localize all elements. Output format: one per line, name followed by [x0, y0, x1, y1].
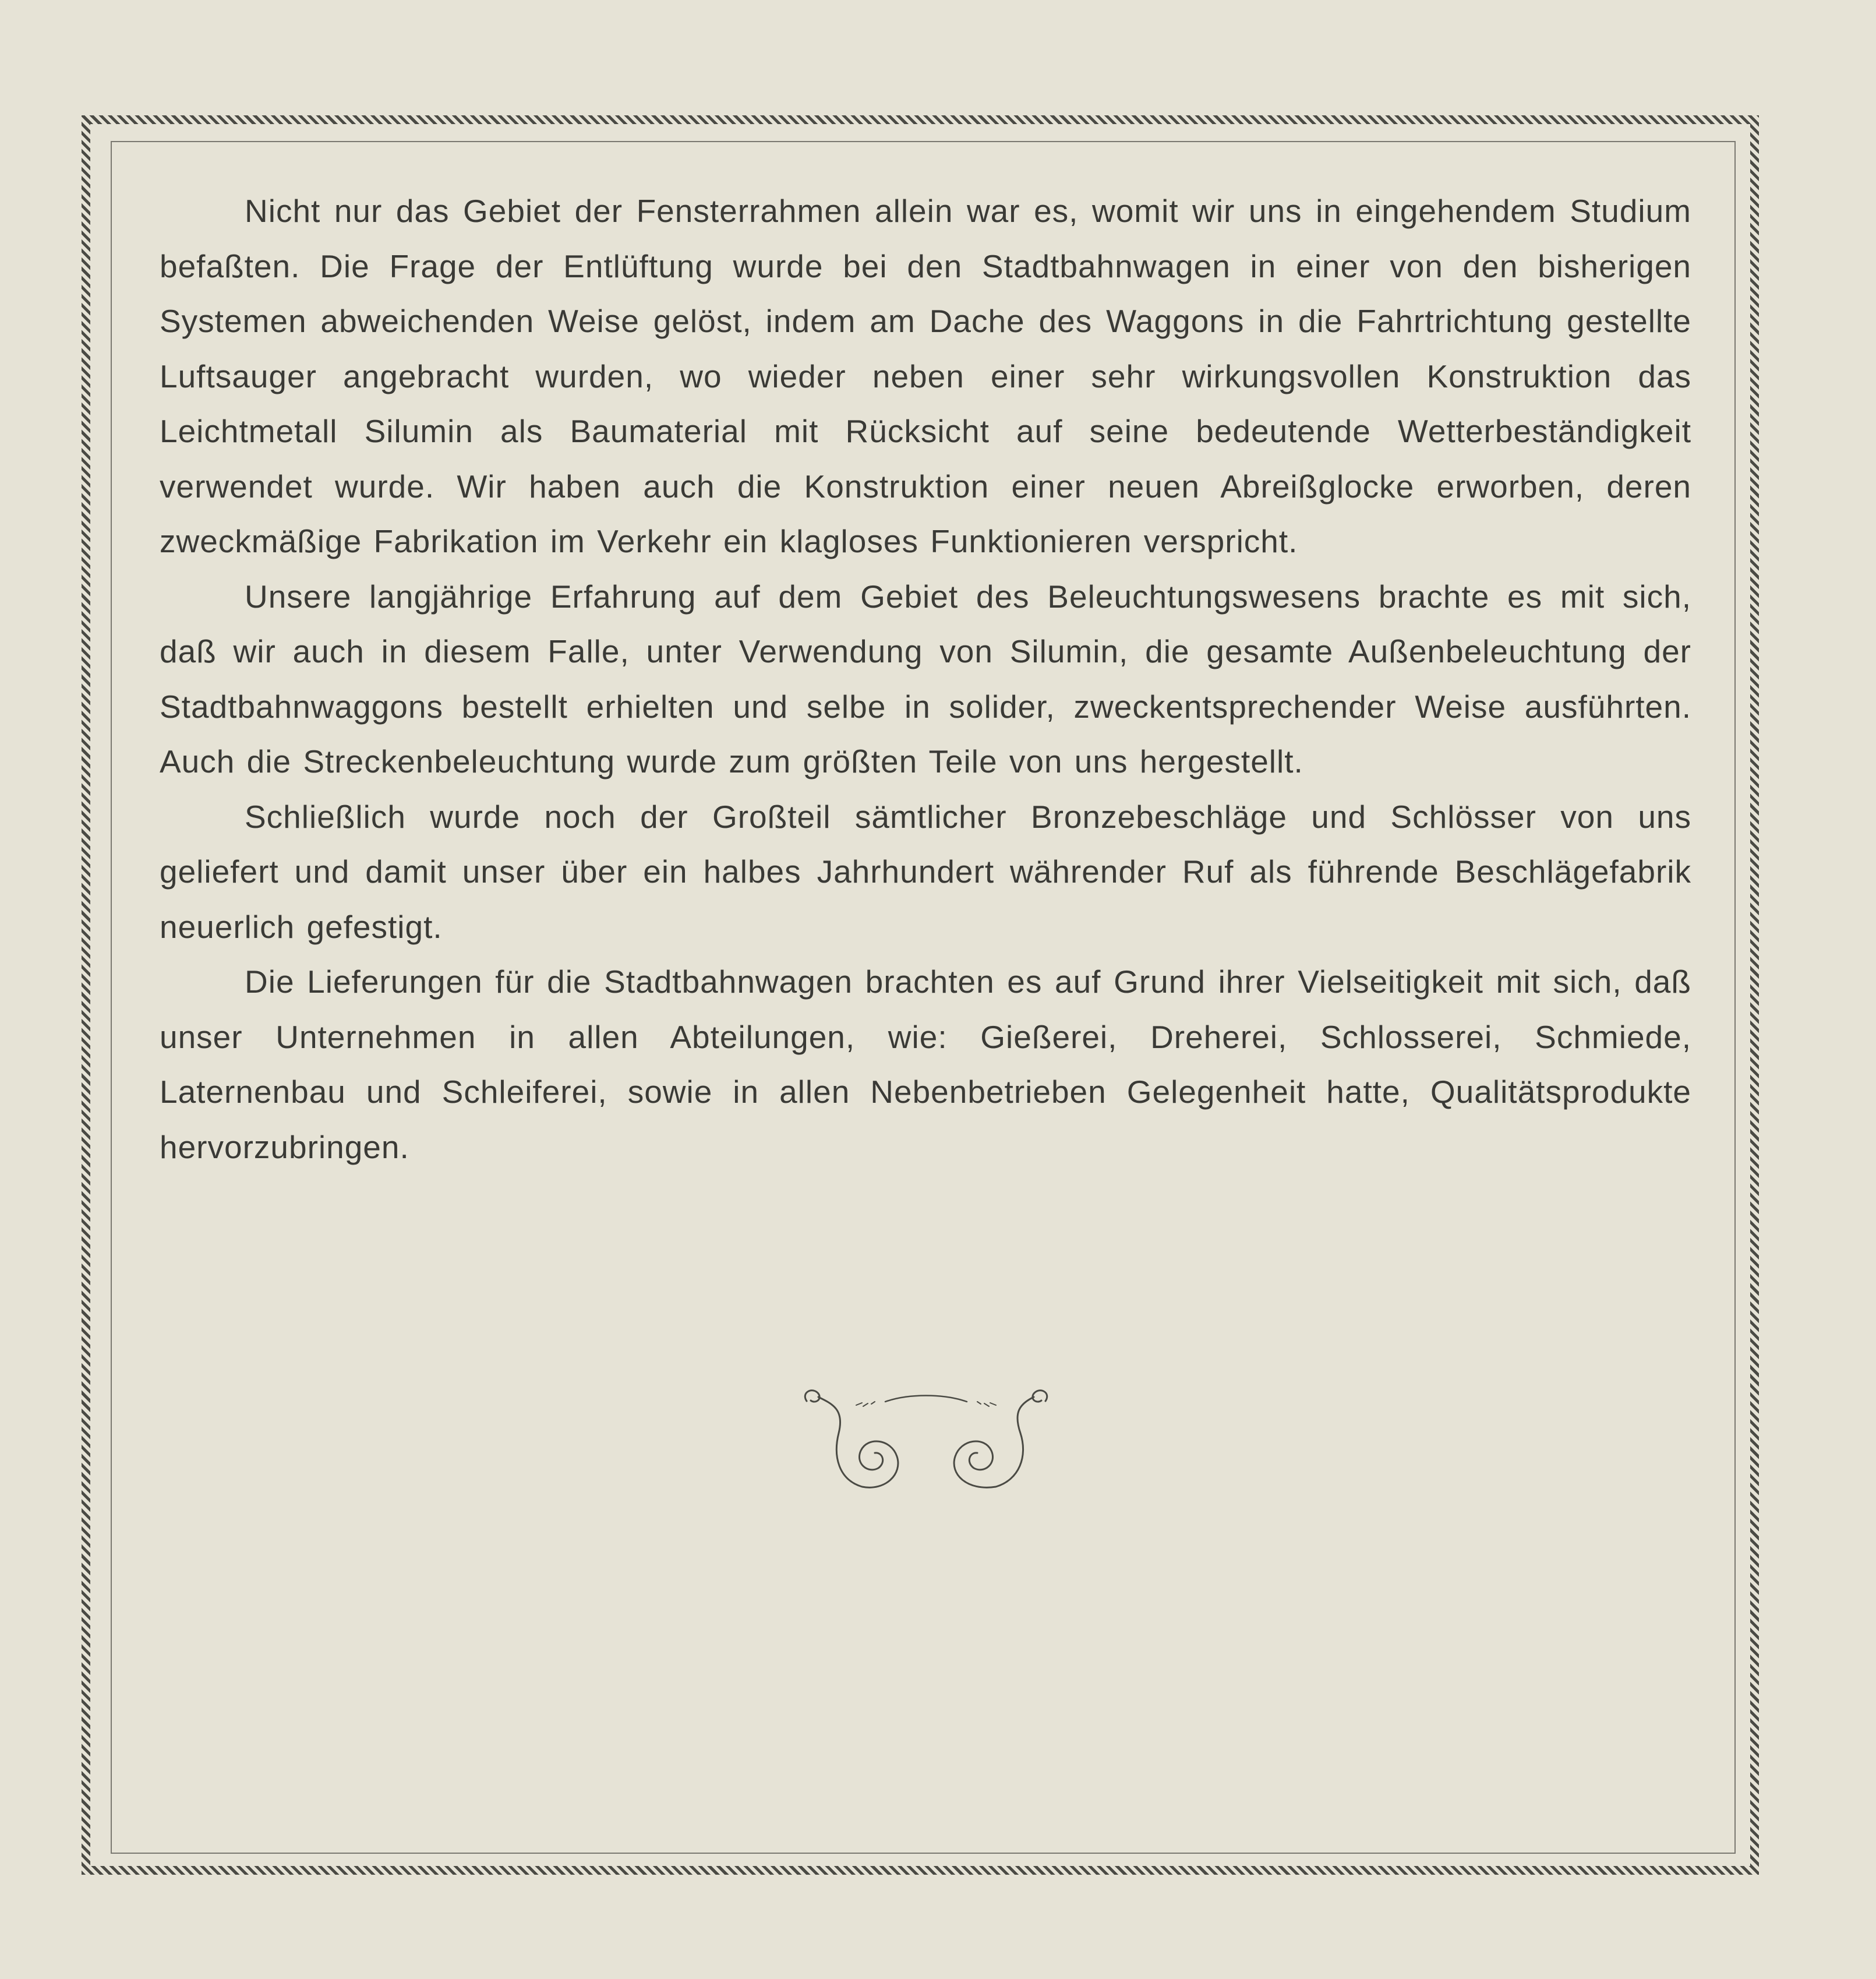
paragraph-ventilation: Nicht nur das Gebiet der Fensterrahmen allein war es, womit wir uns in eingehendem Studium befaßten. Die Frage der Entlüftung wurde bei den Stadtbahnwagen in einer von den bisherigen Systemen abweichenden Weise gelöst, indem am Dache des Waggons in die Fahrtrichtung gestellte Luftsauger angebracht wurden, wo wieder neben einer sehr wirkungsvollen Konstruktion das Leichtmetall Silumin als Baumaterial mit Rücksicht auf seine bedeutende Wetterbeständigkeit verwendet wurde. Wir haben auch die Konstruktion einer neuen Abreißglocke erworben, deren zweckmäßige Fabrikation im Verkehr ein klagloses Funktionieren verspricht. — [160, 193, 1691, 559]
paragraph-deliveries: Die Lieferungen für die Stadtbahnwagen brachten es auf Grund ihrer Vielseitigkeit mit sich, daß unser Unternehmen in allen Abteilungen, wie: Gießerei, Dreherei, Schlosserei, Schmiede, Laternenbau und Schleiferei, sowie in allen Nebenbetrieben Gelegenheit hatte, Qualitätsprodukte hervorzubringen. — [160, 964, 1691, 1165]
scroll-ornament-icon — [798, 1381, 1054, 1503]
paragraph-lighting: Unsere langjährige Erfahrung auf dem Gebiet des Beleuchtungswesens brachte es mit sich, daß wir auch in diesem Falle, unter Verwendung von Silumin, die gesamte Außenbeleuchtung der Stadtbahnwaggons bestellt erhielten und selbe in solider, zweckentsprechender Weise ausführten. Auch die Streckenbeleuchtung wurde zum größten Teile von uns hergestellt. — [160, 578, 1691, 779]
paragraph-fittings: Schließlich wurde noch der Großteil sämtlicher Bronzebeschläge und Schlösser von uns geliefert und damit unser über ein halbes Jahrhundert währender Ruf als führende Beschlägefabrik neuerlich gefestigt. — [160, 798, 1691, 945]
body-text — [160, 184, 1691, 1174]
